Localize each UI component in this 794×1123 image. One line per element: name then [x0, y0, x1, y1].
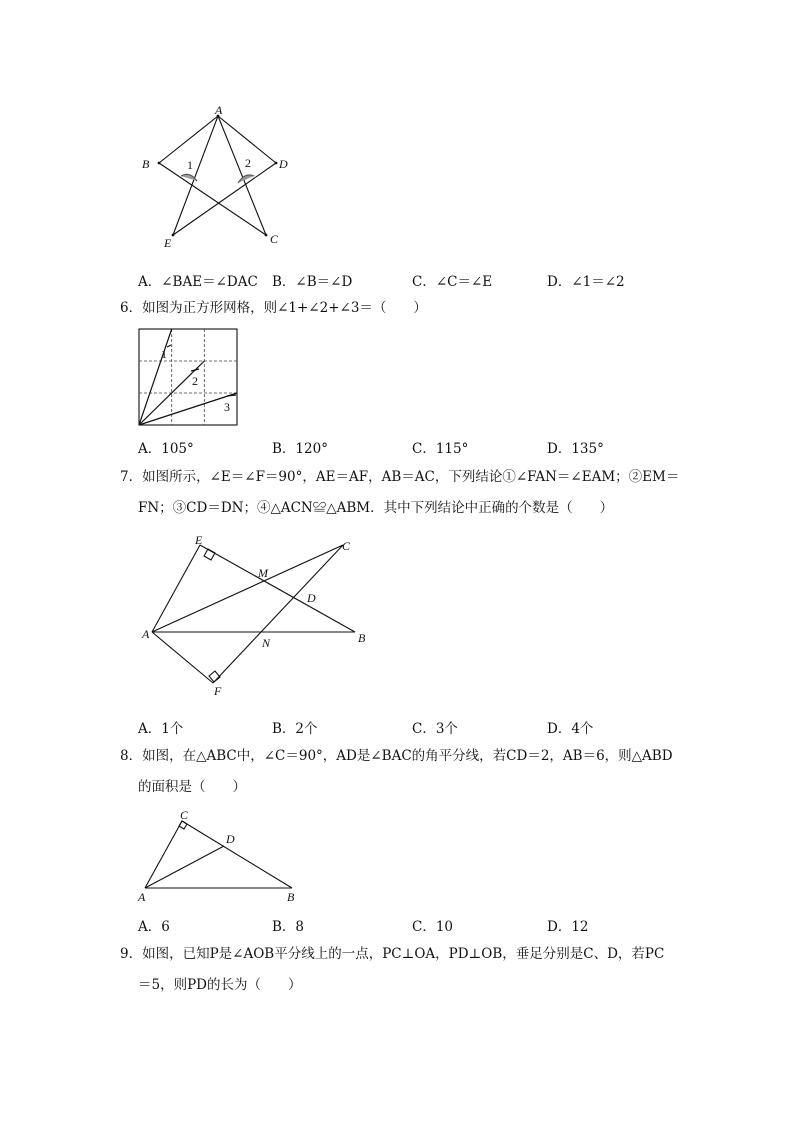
- q6-angle-3: 3: [224, 400, 230, 414]
- q5-option-c: C．∠C＝∠E: [412, 274, 493, 290]
- q6-grid-figure: [135, 325, 245, 430]
- q9-stem-line2: ＝5，则PD的长为（ ）: [138, 977, 302, 993]
- q8-label-B: B: [287, 890, 295, 904]
- q7-label-D: D: [307, 591, 316, 605]
- q8-stem-line2: 的面积是（ ）: [138, 779, 246, 795]
- q8-option-a: A．6: [138, 919, 170, 935]
- q7-option-a: A．1个: [138, 721, 184, 737]
- q8-option-b: B．8: [272, 919, 305, 935]
- q5-angle-1: 1: [187, 158, 193, 172]
- q7-label-E: E: [195, 533, 203, 547]
- q8-label-D: D: [226, 832, 235, 846]
- q6-option-a: A．105°: [138, 441, 194, 457]
- q7-label-C: C: [342, 539, 351, 553]
- q5-label-D: D: [279, 157, 288, 171]
- q6-option-c: C．115°: [412, 441, 469, 457]
- q6-option-b: B．120°: [272, 441, 328, 457]
- q7-option-d: D．4个: [547, 721, 594, 737]
- q7-label-F: F: [214, 684, 222, 698]
- q7-stem-line2: FN；③CD＝DN；④△ACN≌△ABM．其中下列结论中正确的个数是（ ）: [138, 500, 614, 516]
- q5-label-B: B: [142, 157, 150, 171]
- q5-label-C: C: [270, 232, 279, 246]
- q7-option-b: B．2个: [272, 721, 318, 737]
- q6-stem: 6．如图为正方形网格，则∠1+∠2+∠3＝（ ）: [120, 300, 427, 316]
- q8-label-C: C: [180, 808, 189, 822]
- q8-option-c: C．10: [412, 919, 454, 935]
- q8-figure: [135, 808, 305, 908]
- q7-label-N: N: [262, 636, 271, 650]
- q5-option-a: A．∠BAE＝∠DAC: [138, 274, 258, 290]
- q8-option-d: D．12: [547, 919, 589, 935]
- q7-label-B: B: [358, 631, 366, 645]
- q8-stem-line1: 8．如图，在△ABC中，∠C＝90°，AD是∠BAC的角平分线，若CD＝2，AB＝6，则△ABD: [120, 748, 673, 764]
- q5-label-E: E: [164, 236, 172, 250]
- q5-option-d: D．∠1＝∠2: [547, 274, 625, 290]
- q7-figure: [135, 530, 375, 700]
- q5-option-b: B．∠B＝∠D: [272, 274, 353, 290]
- q5-label-A: A: [215, 105, 223, 117]
- q7-option-c: C．3个: [412, 721, 458, 737]
- q7-label-M: M: [258, 566, 268, 580]
- q5-figure: [135, 105, 295, 255]
- q7-stem-line1: 7．如图所示，∠E＝∠F＝90°，AE＝AF，AB＝AC，下列结论①∠FAN＝∠EAM；②EM＝: [120, 469, 680, 485]
- q6-option-d: D．135°: [547, 441, 604, 457]
- q9-stem-line1: 9．如图，已知P是∠AOB平分线上的一点，PC⊥OA，PD⊥OB，垂足分别是C、D，若PC: [120, 946, 665, 962]
- q8-label-A: A: [138, 890, 146, 904]
- q6-angle-2: 2: [192, 374, 198, 388]
- q7-label-A: A: [142, 627, 150, 641]
- q6-angle-1: 1: [161, 347, 167, 361]
- q5-angle-2: 2: [245, 156, 251, 170]
